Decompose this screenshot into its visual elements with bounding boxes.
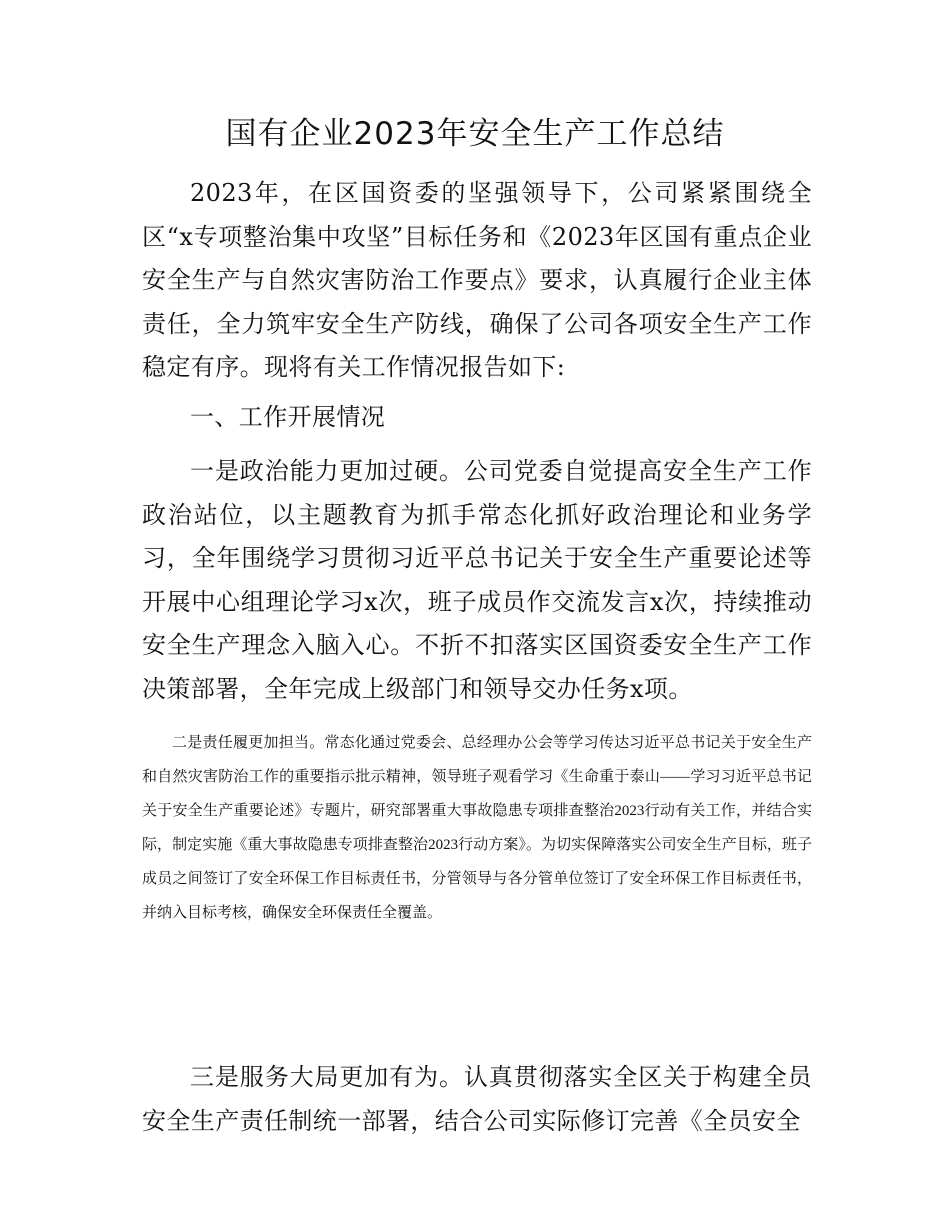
paragraph-political-ability: 一是政治能力更加过硬。公司党委自觉提高安全生产工作政治站位，以主题教育为抓手常态化抓好政治理论和业务学习，全年围绕学习贯彻习近平总书记关于安全生产重要论述等开展中心组理论学习x次，班子成员作交流发言x次，持续推动安全生产理念入脑入心。不折不扣落实区国资委安全生产工作决策部署，全年完成上级部门和领导交办任务x项。 bbox=[142, 457, 812, 703]
document-title: 国有企业2023年安全生产工作总结 bbox=[225, 116, 725, 152]
section-heading: 一、工作开展情况 bbox=[190, 403, 386, 431]
paragraph-responsibility: 二是责任履更加担当。常态化通过党委会、总经理办公会等学习传达习近平总书记关于安全生产和自然灾害防治工作的重要指示批示精神，领导班子观看学习《生命重于泰山——学习习近平总书记关于安全生产重要论述》专题片，研究部署重大事故隐患专项排查整治2023行动有关工作，并结合实际，制定实施《重大事故隐患专项排查整治2023行动方案》。为切实保障落实公司安全生产目标，班子成员之间签订了安全环保工作目标责任书，分管领导与各分管单位签订了安全环保工作目标责任书，并纳入目标考核，确保安全环保责任全覆盖。 bbox=[142, 735, 812, 921]
paragraph-service: 三是服务大局更加有为。认真贯彻落实全区关于构建全员安全生产责任制统一部署，结合公司实际修订完善《全员安全 bbox=[142, 1063, 812, 1135]
intro-paragraph: 2023年，在区国资委的坚强领导下，公司紧紧围绕全区“x专项整治集中攻坚”目标任务和《2023年区国有重点企业安全生产与自然灾害防治工作要点》要求，认真履行企业主体责任，全力筑牢安全生产防线，确保了公司各项安全生产工作稳定有序。现将有关工作情况报告如下: bbox=[142, 179, 812, 381]
